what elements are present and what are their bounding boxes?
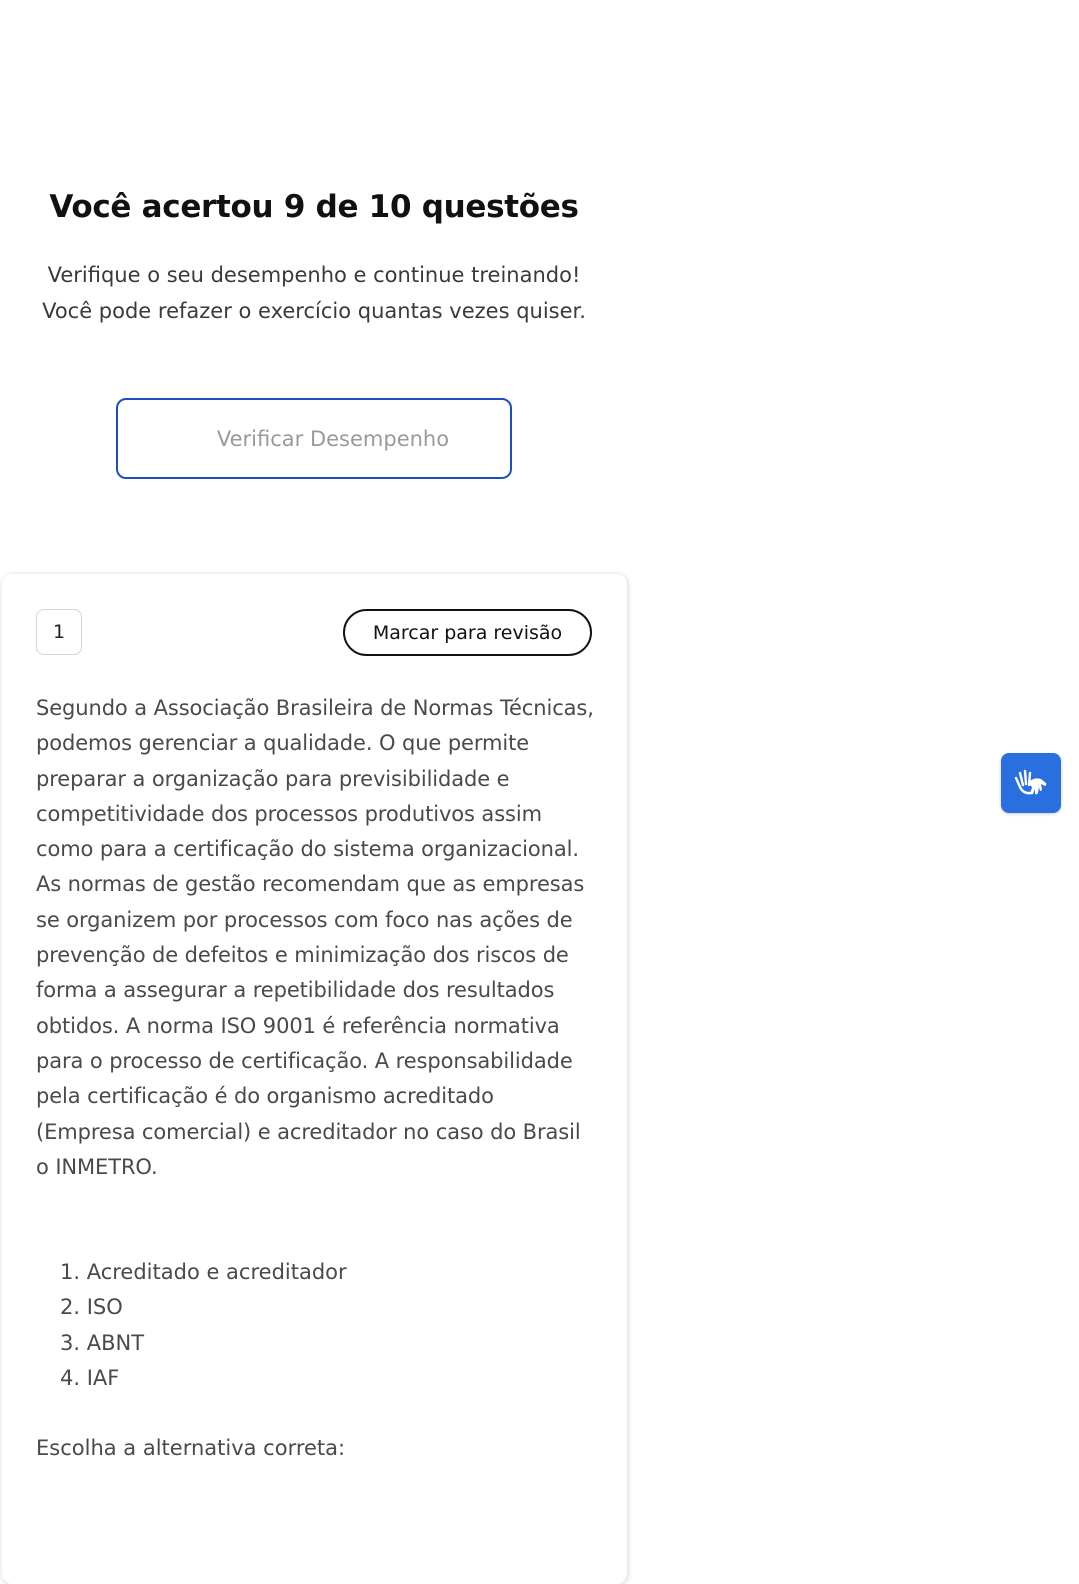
verify-performance-button[interactable]: Verificar Desempenho <box>116 398 512 479</box>
question-text: Segundo a Associação Brasileira de Normas Técnicas, podemos gerenciar a qualidade. O que permite preparar a organização para previsibilidade e competitividade dos processos produtivos assim como para a certificação do sistema organizacional. As normas de gestão recomendam que as empresas se organizem por processos com foco nas ações de prevenção de defeitos e minimização dos riscos de forma a assegurar a repetibilidade dos resultados obtidos. A norma ISO 9001 é referência normativa para o processo de certificação. A responsabilidade pela certificação é do organismo acreditado (Empresa comercial) e acreditador no caso do Brasil o INMETRO. <box>36 696 594 1179</box>
accessibility-widget-button[interactable] <box>1001 753 1061 813</box>
question-prompt: Escolha a alternativa correta: <box>36 1436 346 1460</box>
result-description: Verifique o seu desempenho e continue treinando! Você pode refazer o exercício quantas vezes quiser. <box>42 263 586 323</box>
result-title: Você acertou 9 de 10 questões <box>49 189 579 225</box>
sign-language-hands-icon <box>1011 763 1051 803</box>
option-item: 1. Acreditado e acreditador <box>60 1260 347 1284</box>
option-item: 3. ABNT <box>60 1330 145 1355</box>
question-number-badge: 1 <box>36 609 82 655</box>
option-item: 4. IAF <box>60 1365 120 1390</box>
question-card <box>2 574 627 1584</box>
option-item: 2. ISO <box>60 1295 123 1320</box>
options-list <box>36 1255 576 1396</box>
mark-for-review-button[interactable]: Marcar para revisão <box>343 609 592 656</box>
